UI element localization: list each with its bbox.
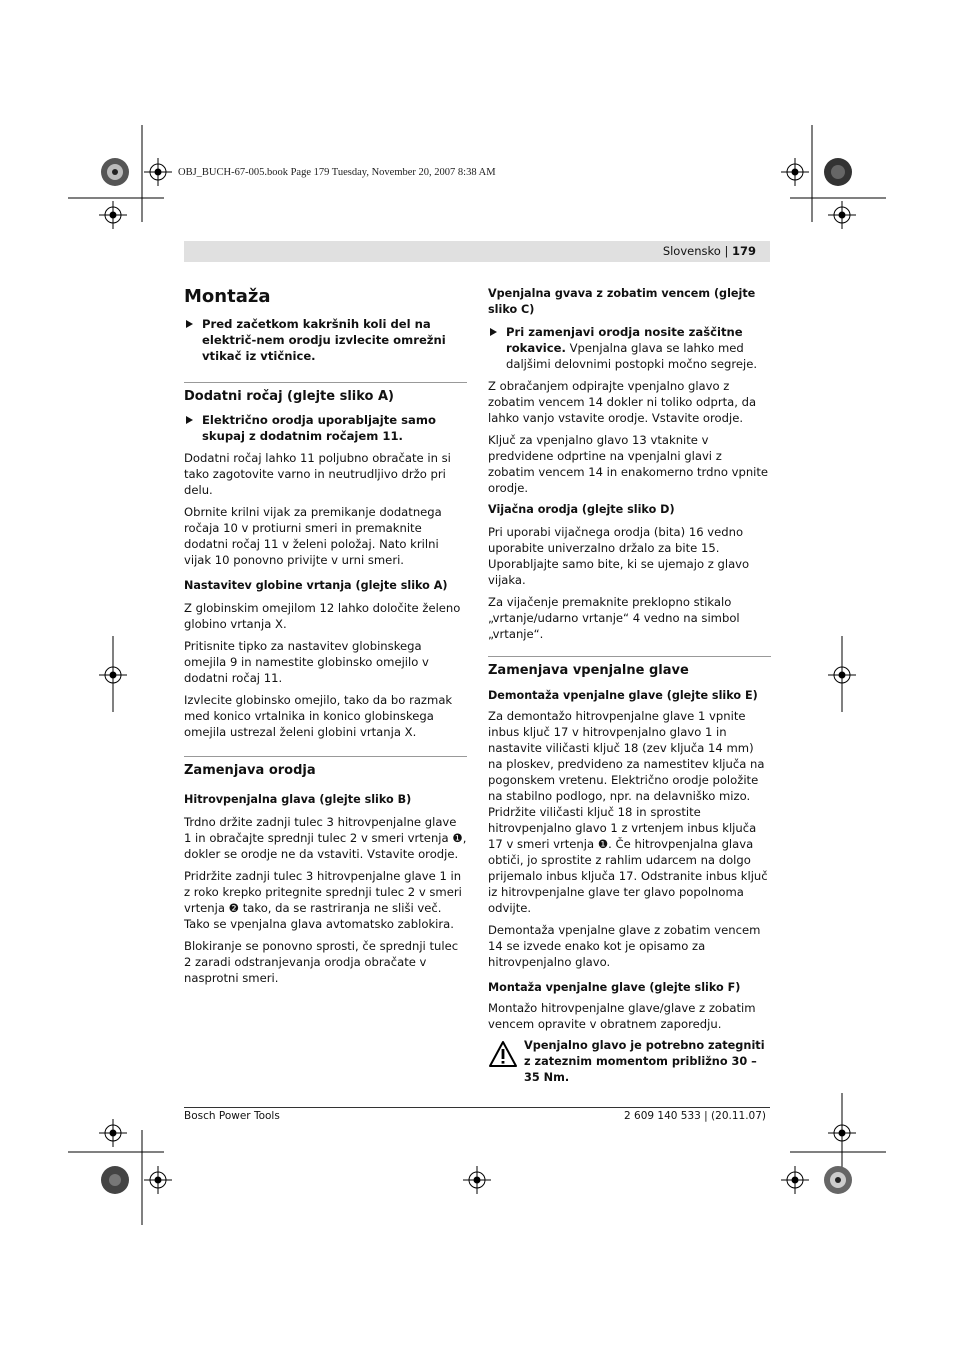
paragraph: Pritisnite tipko za nastavitev globinskega omejila 9 in namestite globinsko omejilo v dodatni ročaj 11. — [184, 639, 429, 685]
bullet-triangle-icon — [490, 328, 497, 336]
footer-left: Bosch Power Tools — [184, 1110, 280, 1122]
right-column — [488, 286, 771, 1086]
warning-text: Vpenjalno glavo je potrebno zategniti z zateznim momentom približno 30 – 35 Nm. — [524, 1039, 765, 1084]
paragraph: Demontaža vpenjalne glave z zobatim vencem 14 se izvede enako kot je opisamo za hitrovpenjalno glavo. — [488, 923, 761, 969]
paragraph: Z globinskim omejilom 12 lahko določite želeno globino vrtanja X. — [184, 601, 461, 631]
page-header-bar — [184, 241, 770, 262]
paragraph: Obrnite krilni vijak za premikanje dodatnega ročaja 10 v protiurni smeri in premaknite dodatni ročaj 11 v želeni položaj. Nato krilni vijak 10 ponovno privijte v urni smeri. — [184, 505, 442, 567]
header-language: Slovensko — [662, 244, 721, 258]
safety-note-1-text: Pred začetkom kakršnih koli del na električ-nem orodju izvlecite omrežni vtikač iz vtičnice. — [202, 317, 446, 363]
safety-note-2 — [184, 412, 467, 444]
warning-triangle-icon — [488, 1040, 518, 1068]
page-number: 179 — [731, 244, 756, 258]
safety-note-3-bold: Pri zamenjavi orodja nosite zaščitne rokavice. — [506, 325, 743, 355]
footer-right: 2 609 140 533 | (20.11.07) — [624, 1110, 766, 1122]
safety-note-2-text: Električno orodja uporabljajte samo skupaj z dodatnim ročajem 11. — [202, 413, 436, 443]
safety-note-3 — [488, 324, 771, 372]
subheading-demontaza: Demontaža vpenjalne glave (glejte sliko E) — [488, 689, 758, 702]
section-title-montaza: Montaža — [184, 286, 271, 307]
heading-dodatni-rocaj: Dodatni ročaj (glejte sliko A) — [184, 382, 467, 406]
paragraph: Ključ za vpenjalno glavo 13 vtaknite v predvidene odprtine na vpenjalni glavi z zobatim vencem 14 in enakomerno trdno vpnite orodje. — [488, 433, 769, 495]
subheading-vijacna-orodja: Vijačna orodja (glejte sliko D) — [488, 503, 675, 516]
paragraph: Montažo hitrovpenjalne glave/glave z zobatim vencem opravite v obratnem zaporedju. — [488, 1001, 756, 1031]
paragraph: Blokiranje se ponovno sprosti, če sprednji tulec 2 zaradi odstranjevanja orodja obračate v nasprotni smeri. — [184, 939, 459, 985]
warning-block — [488, 1038, 771, 1086]
safety-note-1 — [184, 316, 467, 364]
paragraph: Izvlecite globinsko omejilo, tako da bo razmak med konico vrtalnika in konico globinskega omejila ustrezal želeni globini vrtanja X. — [184, 693, 453, 739]
subheading-zobati-venec: Vpenjalna gvava z zobatim vencem (glejte sliko C) — [488, 287, 756, 316]
bullet-triangle-icon — [186, 320, 193, 328]
paragraph: Pridržite zadnji tulec 3 hitrovpenjalne glave 1 in z roko krepko pritegnite sprednji tulec 2 v smeri vrtenja ❷ tako, da se rastriranja ne sliši več. Tako se vpenjalna glava avtomatsko zablokira. — [184, 869, 462, 931]
subheading-hitrovpenjalna: Hitrovpenjalna glava (glejte sliko B) — [184, 793, 412, 806]
paragraph: Dodatni ročaj lahko 11 poljubno obračate in si tako zagotovite varno in neutrudljivo držo pri delu. — [184, 451, 451, 497]
header-separator: | — [724, 244, 729, 258]
footer-rule — [184, 1107, 770, 1108]
page-header — [663, 244, 756, 258]
paragraph: Z obračanjem odpirajte vpenjalno glavo z zobatim vencem 14 dokler ni toliko odprta, da lahko vanjo vstavite orodje. Vstavite orodje. — [488, 379, 757, 425]
subheading-globina: Nastavitev globine vrtanja (glejte sliko A) — [184, 579, 448, 592]
heading-zamenjava-vpenjalne-glave: Zamenjava vpenjalne glave — [488, 656, 771, 680]
heading-zamenjava-orodja: Zamenjava orodja — [184, 756, 467, 780]
print-info-line: OBJ_BUCH-67-005.book Page 179 Tuesday, November 20, 2007 8:38 AM — [178, 167, 496, 178]
paragraph: Trdno držite zadnji tulec 3 hitrovpenjalne glave 1 in obračajte sprednji tulec 2 v smeri vrtenja ❶, dokler se orodje ne da vstaviti. Vstavite orodje. — [184, 815, 467, 861]
safety-note-3-text: Vpenjalna glava se lahko med daljšimi delovnimi postopki močno segreje. — [506, 341, 758, 371]
paragraph: Za vijačenje premaknite preklopno stikalo „vrtanje/udarno vrtanje“ 4 vedno na simbol „vrtanje“. — [488, 595, 740, 641]
paragraph: Pri uporabi vijačnega orodja (bita) 16 vedno uporabite univerzalno držalo za bite 15. Uporabljajte samo bite, ki se ujemajo z glavo vijaka. — [488, 525, 750, 587]
left-column — [184, 286, 467, 992]
subheading-montaza-glave: Montaža vpenjalne glave (glejte sliko F) — [488, 981, 741, 994]
bullet-triangle-icon — [186, 416, 193, 424]
paragraph: Za demontažo hitrovpenjalne glave 1 vpnite inbus ključ 17 v hitrovpenjalno glavo 1 in nastavite viličasti ključ 18 (zev ključa 14 mm) na ploskev, predvideno za namestitev ključa na pogonskem vretenu. Električno orodje položite na stabilno podlogo, npr. na delavniško mizo. Pridržite viličasti ključ 18 in sprostite hitrovpenjalno glavo 1 z vrtenjem inbus ključa 17 v smeri vrtenja ❶. Če hitrovpenjalna glava obtiči, jo sprostite z rahlim udarcem na dolgo prijemalo inbus ključa 17. Odstranite inbus ključ iz hitrovpenjalne glave ter glavo popolnoma odvijte. — [488, 709, 768, 915]
